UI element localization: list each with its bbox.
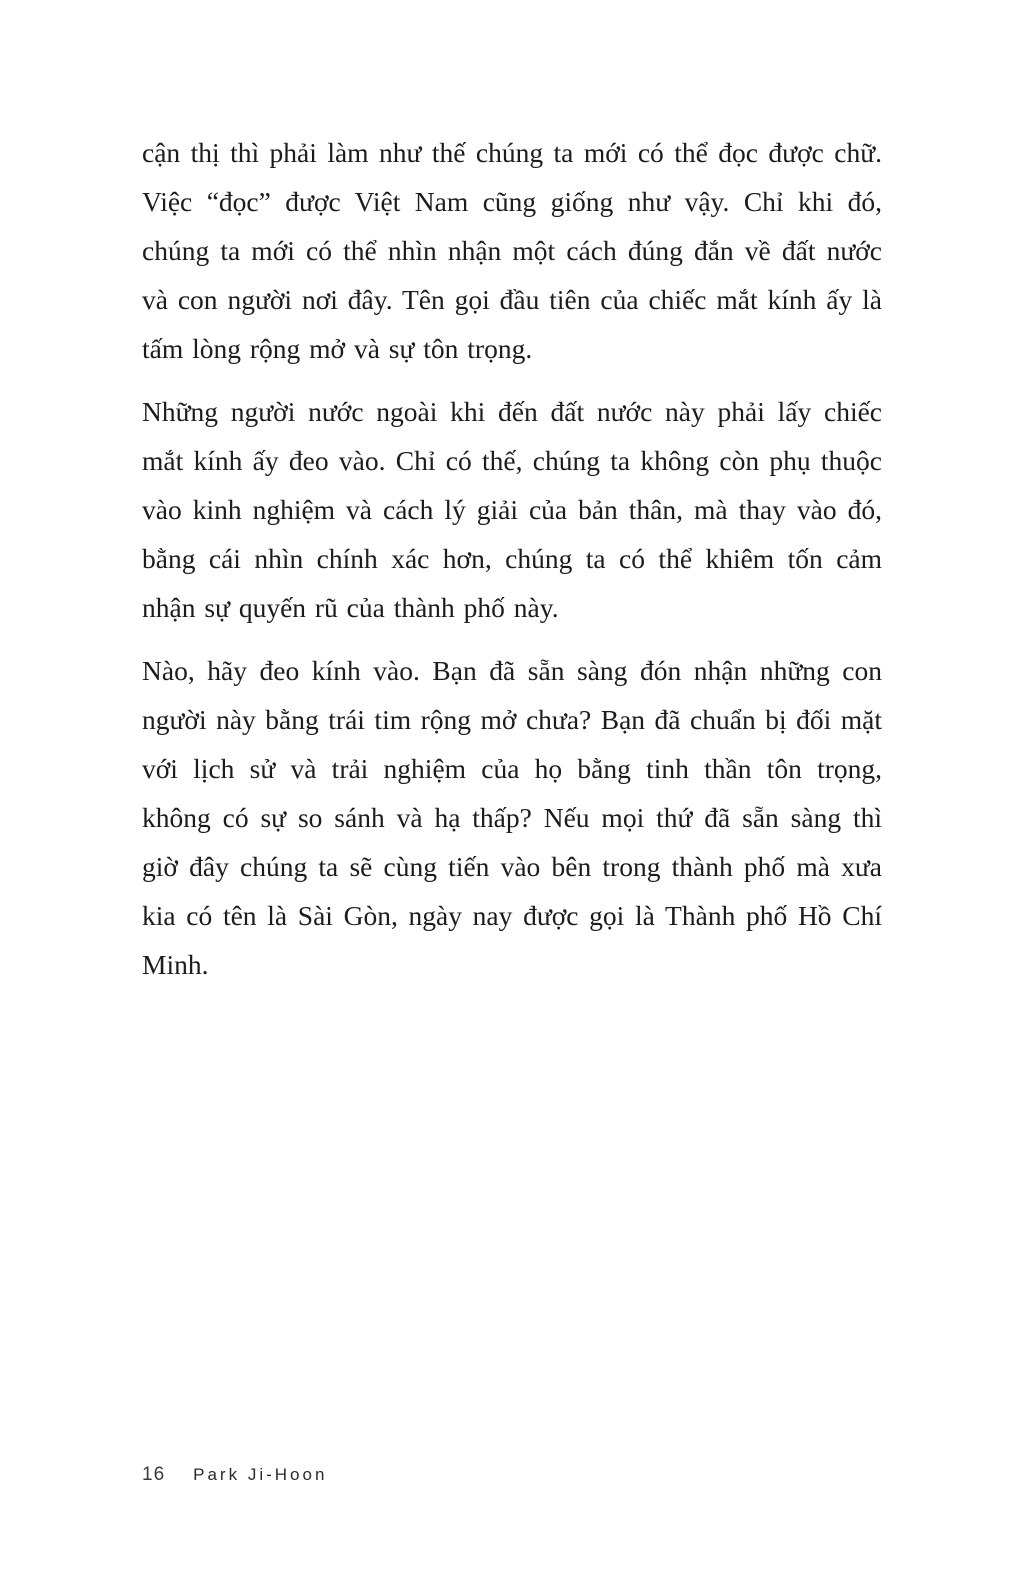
body-text [142, 128, 882, 989]
paragraph-3: Nào, hãy đeo kính vào. Bạn đã sẵn sàng đón nhận những con người này bằng trái tim rộng mở chưa? Bạn đã chuẩn bị đối mặt với lịch sử và trải nghiệm của họ bằng tinh thần tôn trọng, không có sự so sánh và hạ thấp? Nếu mọi thứ đã sẵn sàng thì giờ đây chúng ta sẽ cùng tiến vào bên trong thành phố mà xưa kia có tên là Sài Gòn, ngày nay được gọi là Thành phố Hồ Chí Minh. [142, 655, 882, 980]
page-footer [142, 1464, 327, 1486]
page-number: 16 [142, 1464, 166, 1485]
running-author: Park Ji-Hoon [193, 1465, 328, 1484]
paragraph-2: Những người nước ngoài khi đến đất nước này phải lấy chiếc mắt kính ấy đeo vào. Chỉ có thế, chúng ta không còn phụ thuộc vào kinh nghiệm và cách lý giải của bản thân, mà thay vào đó, bằng cái nhìn chính xác hơn, chúng ta có thể khiêm tốn cảm nhận sự quyến rũ của thành phố này. [142, 396, 882, 623]
paragraph-1: cận thị thì phải làm như thế chúng ta mới có thể đọc được chữ. Việc “đọc” được Việt Nam cũng giống như vậy. Chỉ khi đó, chúng ta mới có thể nhìn nhận một cách đúng đắn về đất nước và con người nơi đây. Tên gọi đầu tiên của chiếc mắt kính ấy là tấm lòng rộng mở và sự tôn trọng. [142, 137, 882, 364]
